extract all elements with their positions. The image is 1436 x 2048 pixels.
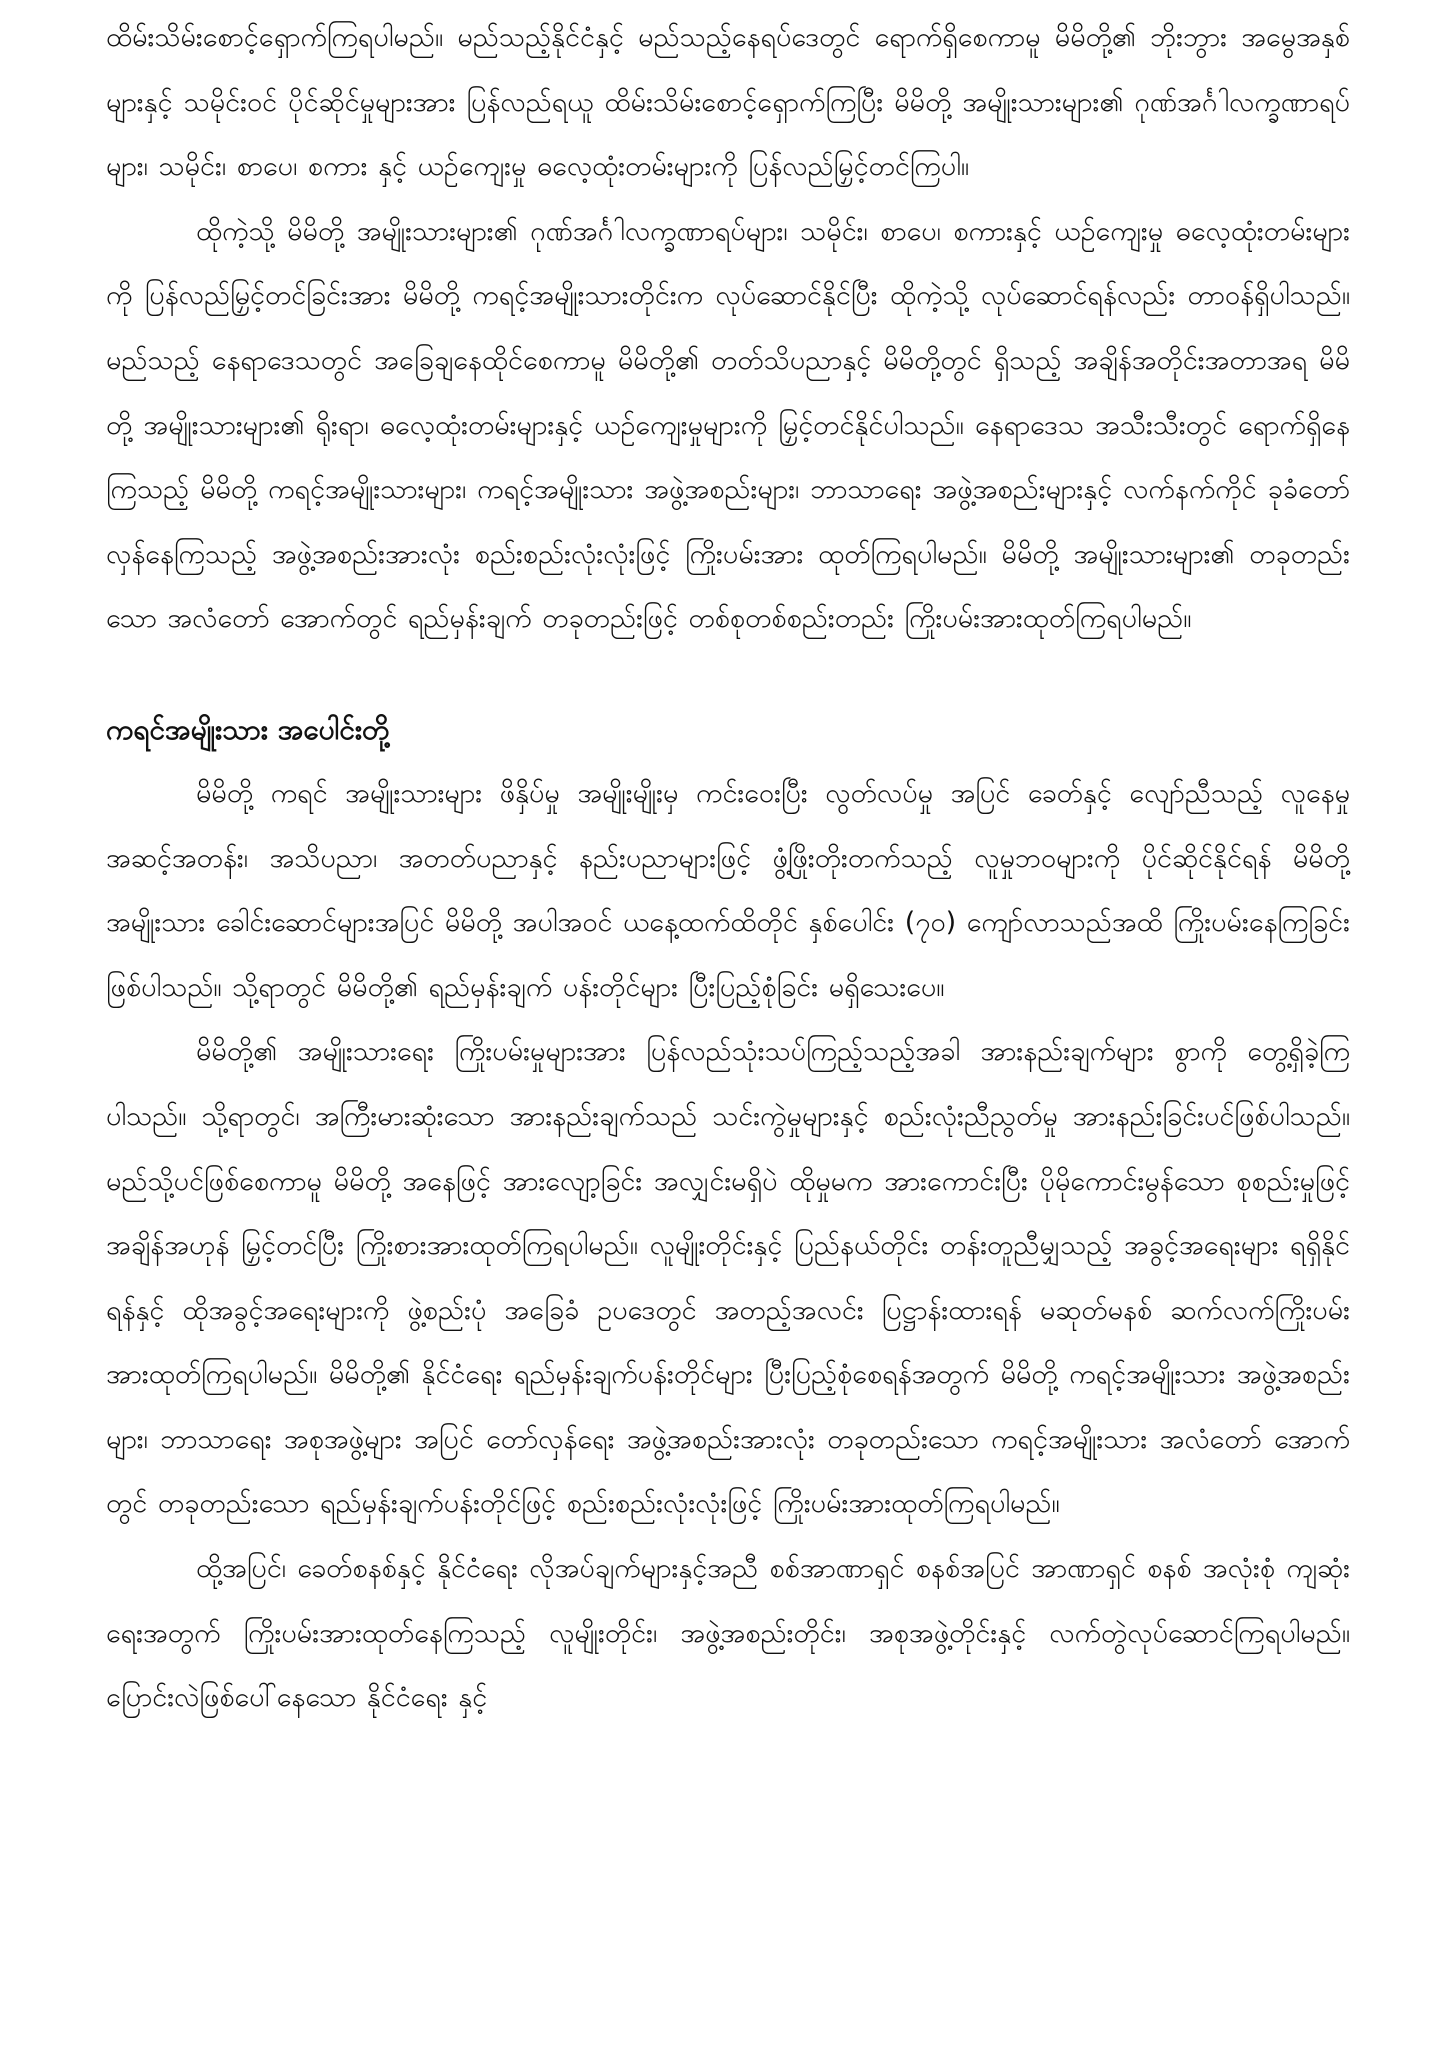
section-spacer <box>106 652 1350 698</box>
paragraph-continuation: ထိမ်းသိမ်းစောင့်ရှောက်ကြရပါမည်။ မည်သည့်နိုင်ငံနှင့် မည်သည့်နေရပ်ဒေတွင် ရောက်ရှိစေကာမူ မိမိတို့၏ ဘိုးဘွား အမွေအနှစ်များနှင့် သမိုင်းဝင် ပိုင်ဆိုင်မှုများအား ပြန်လည်ရယူ ထိမ်းသိမ်းစောင့်ရှောက်ကြပြီး မိမိတို့ အမျိုးသားများ၏ ဂုဏ်အင်္ဂါလက္ခဏာရပ်များ၊ သမိုင်း၊ စာပေ၊ စကား နှင့် ယဉ်ကျေးမှု ဓလေ့ထုံးတမ်းများကို ပြန်လည်မြှင့်တင်ကြပါ။ <box>106 22 1350 183</box>
paragraph: မိမိတို့၏ အမျိုးသားရေး ကြိုးပမ်းမှုများအား ပြန်လည်သုံးသပ်ကြည့်သည့်အခါ အားနည်းချက်များ စွာကို တွေ့ရှိခဲ့ကြပါသည်။ သို့ရာတွင်၊ အကြီးမားဆုံးသော အားနည်းချက်သည် သင်းကွဲမှုများနှင့် စည်းလုံးညီညွတ်မှု အားနည်းခြင်းပင်ဖြစ်ပါသည်။ မည်သို့ပင်ဖြစ်စေကာမူ မိမိတို့ အနေဖြင့် အားလျော့ခြင်း အလျှင်းမရှိပဲ ထိုမှုမက အားကောင်းပြီး ပိုမိုကောင်းမွန်သော စုစည်းမှုဖြင့် အချိန်အဟုန် မြှင့်တင်ပြီး ကြိုးစားအားထုတ်ကြရပါမည်။ လူမျိုးတိုင်းနှင့် ပြည်နယ်တိုင်း တန်းတူညီမျှသည့် အခွင့်အရေးများ ရရှိနိုင်ရန်နှင့် ထိုအခွင့်အရေးများကို ဖွဲ့စည်းပုံ အခြေခံ ဥပဒေတွင် အတည့်အလင်း ပြဋ္ဌာန်းထားရန် မဆုတ်မနစ် ဆက်လက်ကြိုးပမ်းအားထုတ်ကြရပါမည်။ မိမိတို့၏ နိုင်ငံရေး ရည်မှန်းချက်ပန်းတိုင်များ ပြီးပြည့်စုံစေရန်အတွက် မိမိတို့ ကရင့်အမျိုးသား အဖွဲ့အစည်းများ၊ ဘာသာရေး အစုအဖွဲ့များ အပြင် တော်လှန်ရေး အဖွဲ့အစည်းအားလုံး တခုတည်းသော ကရင့်အမျိုးသား အလံတော် အောက်တွင် တခုတည်းသော ရည်မှန်းချက်ပန်းတိုင်ဖြင့် စည်းစည်းလုံးလုံးဖြင့် ကြိုးပမ်းအားထုတ်ကြရပါမည်။ <box>106 1036 1350 1520</box>
paragraph: မိမိတို့ ကရင် အမျိုးသားများ ဖိနှိပ်မှု အမျိုးမျိုးမှ ကင်းဝေးပြီး လွတ်လပ်မှု အပြင် ခေတ်နှင့် လျော်ညီသည့် လူနေမှု အဆင့်အတန်း၊ အသိပညာ၊ အတတ်ပညာနှင့် နည်းပညာများဖြင့် ဖွံ့ဖြိုးတိုးတက်သည့် လူမှုဘဝများကို ပိုင်ဆိုင်နိုင်ရန် မိမိတို့ အမျိုးသား ခေါင်းဆောင်များအပြင် မိမိတို့ အပါအဝင် ယနေ့ထက်ထိတိုင် နှစ်ပေါင်း (၇၀) ကျော်လာသည်အထိ ကြိုးပမ်းနေကြခြင်း ဖြစ်ပါသည်။ သို့ရာတွင် မိမိတို့၏ ရည်မှန်းချက် ပန်းတိုင်များ ပြီးပြည့်စုံခြင်း မရှိသေးပေ။ <box>106 777 1350 1003</box>
paragraph: ထို့အပြင်၊ ခေတ်စနစ်နှင့် နိုင်ငံရေး လိုအပ်ချက်များနှင့်အညီ စစ်အာဏာရှင် စနစ်အပြင် အာဏာရှင် စနစ် အလုံးစုံ ကျဆုံးရေးအတွက် ကြိုးပမ်းအားထုတ်နေကြသည့် လူမျိုးတိုင်း၊ အဖွဲ့အစည်းတိုင်း၊ အစုအဖွဲ့တိုင်းနှင့် လက်တွဲလုပ်ဆောင်ကြရပါမည်။ ပြောင်းလဲဖြစ်ပေါ်နေသော နိုင်ငံရေး နှင့် <box>106 1553 1350 1714</box>
document-body <box>106 6 1350 1731</box>
section-heading: ကရင်အမျိုးသား အပေါင်းတို့ <box>106 712 390 746</box>
paragraph: ထိုကဲ့သို့ မိမိတို့ အမျိုးသားများ၏ ဂုဏ်အင်္ဂါလက္ခဏာရပ်များ၊ သမိုင်း၊ စာပေ၊ စကားနှင့် ယဉ်ကျေးမှု ဓလေ့ထုံးတမ်းများကို ပြန်လည်မြှင့်တင်ခြင်းအား မိမိတို့ ကရင့်အမျိုးသားတိုင်းက လုပ်ဆောင်နိုင်ပြီး ထိုကဲ့သို့ လုပ်ဆောင်ရန်လည်း တာဝန်ရှိပါသည်။ မည်သည့် နေရာဒေသတွင် အခြေချနေထိုင်စေကာမူ မိမိတို့၏ တတ်သိပညာနှင့် မိမိတို့တွင် ရှိသည့် အချိန်အတိုင်းအတာအရ မိမိတို့ အမျိုးသားများ၏ ရိုးရာ၊ ဓလေ့ထုံးတမ်းများနှင့် ယဉ်ကျေးမှုများကို မြှင့်တင်နိုင်ပါသည်။ နေရာဒေသ အသီးသီးတွင် ရောက်ရှိနေကြသည့် မိမိတို့ ကရင့်အမျိုးသားများ၊ ကရင့်အမျိုးသား အဖွဲ့အစည်းများ၊ ဘာသာရေး အဖွဲ့အစည်းများနှင့် လက်နက်ကိုင် ခုခံတော်လှန်နေကြသည့် အဖွဲ့အစည်းအားလုံး စည်းစည်းလုံးလုံးဖြင့် ကြိုးပမ်းအား ထုတ်ကြရပါမည်။ မိမိတို့ အမျိုးသားများ၏ တခုတည်းသော အလံတော် အောက်တွင် ရည်မှန်းချက် တခုတည်းဖြင့် တစ်စုတစ်စည်းတည်း ကြိုးပမ်းအားထုတ်ကြရပါမည်။ <box>106 215 1350 635</box>
